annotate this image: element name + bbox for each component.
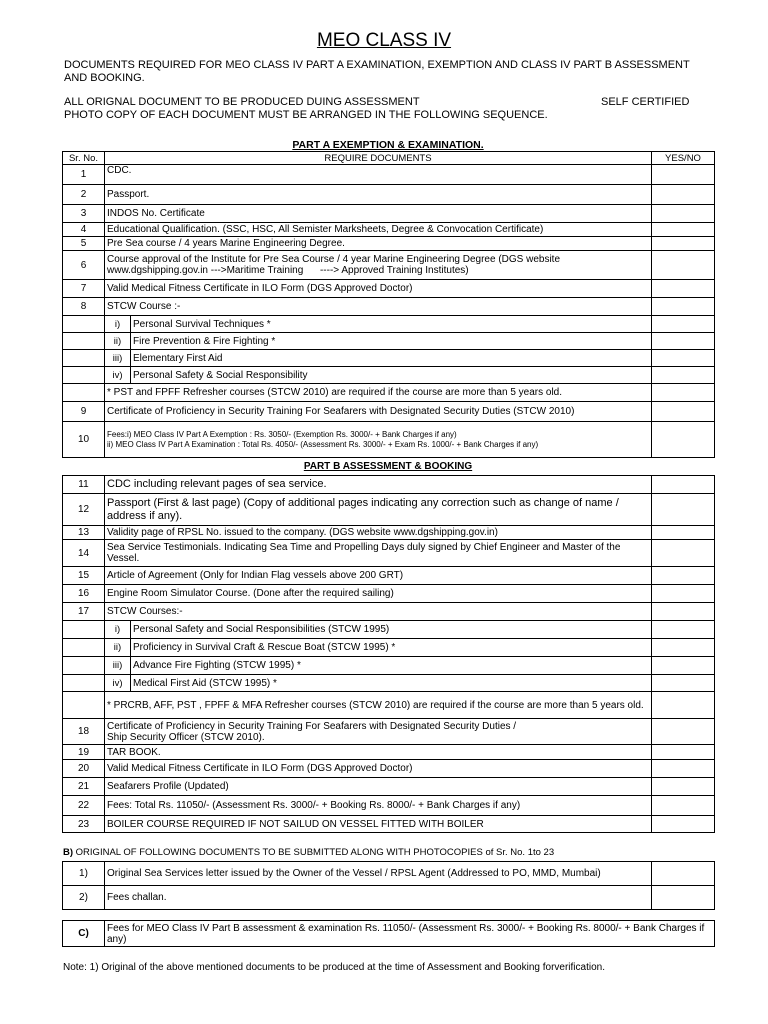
document-line: Ship Security Officer (STCW 2010). xyxy=(107,731,265,743)
document-cell: Sea Service Testimonials. Indicating Sea Time and Propelling Days duly signed by Chief Engineer and Master of the Vessel. xyxy=(105,540,652,567)
document-cell: Original Sea Services letter issued by the Owner of the Vessel / RPSL Agent (Addressed to PO, MMD, Mumbai) xyxy=(105,862,652,886)
part-a-heading: PART A EXEMPTION & EXAMINATION. xyxy=(292,139,484,151)
sr-number: 2 xyxy=(63,185,105,205)
yes-no-cell[interactable] xyxy=(652,422,715,458)
yes-no-cell[interactable] xyxy=(652,298,715,316)
document-cell: Fees: Total Rs. 11050/- (Assessment Rs. 3000/- + Booking Rs. 8000/- + Bank Charges if any) xyxy=(105,796,652,816)
table-row xyxy=(63,585,715,603)
sr-number xyxy=(63,333,105,350)
yes-no-cell[interactable] xyxy=(652,350,715,367)
sr-number: 2) xyxy=(63,886,105,910)
yes-no-cell[interactable] xyxy=(652,494,715,526)
document-cell: Educational Qualification. (SSC, HSC, All Semister Marksheets, Degree & Convocation Certificate) xyxy=(105,223,652,237)
yes-no-cell[interactable] xyxy=(652,333,715,350)
sr-number: 12 xyxy=(63,494,105,526)
page-title: MEO CLASS IV xyxy=(316,30,452,51)
table-row xyxy=(63,333,715,350)
sr-number: 20 xyxy=(63,760,105,778)
table-row xyxy=(63,205,715,223)
yes-no-cell[interactable] xyxy=(652,862,715,886)
yes-no-cell[interactable] xyxy=(652,886,715,910)
table-row xyxy=(63,657,715,675)
yes-no-cell[interactable] xyxy=(652,526,715,540)
intro-line-3: PHOTO COPY OF EACH DOCUMENT MUST BE ARRANGED IN THE FOLLOWING SEQUENCE. xyxy=(64,109,548,121)
sr-number xyxy=(63,350,105,367)
document-cell: Personal Safety & Social Responsibility xyxy=(131,367,652,384)
section-c-label: C) xyxy=(63,921,105,947)
header-documents: REQUIRE DOCUMENTS xyxy=(105,152,652,165)
sr-number: 11 xyxy=(63,476,105,494)
table-row xyxy=(63,237,715,251)
sr-number: 6 xyxy=(63,251,105,280)
document-cell xyxy=(105,251,652,280)
sr-number xyxy=(63,675,105,692)
document-cell: Passport. xyxy=(105,185,652,205)
table-row xyxy=(63,760,715,778)
sub-number: i) xyxy=(105,621,131,639)
table-row xyxy=(63,350,715,367)
document-line: Course approval of the Institute for Pre Sea Course / 4 year Marine Engineering Degree (DGS website xyxy=(107,254,561,265)
table-row xyxy=(63,185,715,205)
sr-number xyxy=(63,621,105,639)
sr-number: 16 xyxy=(63,585,105,603)
sub-number: ii) xyxy=(105,639,131,657)
sr-number xyxy=(63,639,105,657)
document-cell: Fire Prevention & Fire Fighting * xyxy=(131,333,652,350)
sr-number: 7 xyxy=(63,280,105,298)
document-cell xyxy=(105,422,652,458)
table-row xyxy=(63,675,715,692)
document-line: www.dgshipping.gov.in --->Maritime Training ----> Approved Training Institutes) xyxy=(107,265,469,276)
self-certified-label: SELF CERTIFIED xyxy=(601,96,690,108)
document-cell: BOILER COURSE REQUIRED IF NOT SAILUD ON VESSEL FITTED WITH BOILER xyxy=(105,816,652,833)
document-cell: Passport (First & last page) (Copy of additional pages indicating any correction such as change of name / address if any). xyxy=(105,494,652,526)
sr-number: 5 xyxy=(63,237,105,251)
sr-number xyxy=(63,692,105,719)
table-row xyxy=(63,639,715,657)
footer-note: Note: 1) Original of the above mentioned documents to be produced at the time of Assessment and Booking forverification. xyxy=(63,962,605,973)
table-row xyxy=(63,921,715,947)
section-c-table xyxy=(62,920,715,947)
sub-number: ii) xyxy=(105,333,131,350)
refresher-note: * PRCRB, AFF, PST , FPFF & MFA Refresher courses (STCW 2010) are required if the course are more than 5 years old. xyxy=(105,692,652,719)
document-cell: Valid Medical Fitness Certificate in ILO Form (DGS Approved Doctor) xyxy=(105,280,652,298)
document-cell: Personal Safety and Social Responsibilities (STCW 1995) xyxy=(131,621,652,639)
table-row xyxy=(63,298,715,316)
yes-no-cell[interactable] xyxy=(652,223,715,237)
yes-no-cell[interactable] xyxy=(652,692,715,719)
sr-number: 14 xyxy=(63,540,105,567)
document-cell: STCW Courses:- xyxy=(105,603,652,621)
table-row xyxy=(63,280,715,298)
yes-no-cell[interactable] xyxy=(652,316,715,333)
sr-number: 1 xyxy=(63,165,105,185)
yes-no-cell[interactable] xyxy=(652,621,715,639)
yes-no-cell[interactable] xyxy=(652,603,715,621)
table-row xyxy=(63,316,715,333)
yes-no-cell[interactable] xyxy=(652,567,715,585)
yes-no-cell[interactable] xyxy=(652,237,715,251)
part-b-heading: PART B ASSESSMENT & BOOKING xyxy=(303,461,473,472)
document-cell: Certificate of Proficiency in Security Training For Seafarers with Designated Security Duties (STCW 2010) xyxy=(105,402,652,422)
table-row xyxy=(63,540,715,567)
sr-number: 9 xyxy=(63,402,105,422)
part-a-table xyxy=(62,151,715,458)
sr-number xyxy=(63,316,105,333)
document-cell: Proficiency in Survival Craft & Rescue Boat (STCW 1995) * xyxy=(131,639,652,657)
document-cell: CDC including relevant pages of sea service. xyxy=(105,476,652,494)
yes-no-cell[interactable] xyxy=(652,719,715,745)
intro-line-1: DOCUMENTS REQUIRED FOR MEO CLASS IV PART A EXAMINATION, EXEMPTION AND CLASS IV PART B ASSESSMENT AND BOOKING. xyxy=(64,59,690,84)
sr-number: 21 xyxy=(63,778,105,796)
section-c-text: Fees for MEO Class IV Part B assessment & examination Rs. 11050/- (Assessment Rs. 3000/- + Booking Rs. 8000/- + Bank Charges if any) xyxy=(105,921,715,947)
sub-number: iii) xyxy=(105,657,131,675)
table-row xyxy=(63,816,715,833)
table-row xyxy=(63,402,715,422)
section-b-text: ORIGINAL OF FOLLOWING DOCUMENTS TO BE SUBMITTED ALONG WITH PHOTOCOPIES of Sr. No. 1to 23 xyxy=(75,847,555,858)
intro-line-2: ALL ORIGNAL DOCUMENT TO BE PRODUCED DUING ASSESSMENT xyxy=(64,96,420,108)
sr-number xyxy=(63,657,105,675)
section-b-label: B) xyxy=(63,847,74,858)
document-cell: Elementary First Aid xyxy=(131,350,652,367)
table-row xyxy=(63,367,715,384)
document-cell xyxy=(105,719,652,745)
yes-no-cell[interactable] xyxy=(652,675,715,692)
yes-no-cell[interactable] xyxy=(652,367,715,384)
document-cell: Engine Room Simulator Course. (Done after the required sailing) xyxy=(105,585,652,603)
sr-number: 22 xyxy=(63,796,105,816)
yes-no-cell[interactable] xyxy=(652,796,715,816)
yes-no-cell[interactable] xyxy=(652,165,715,185)
yes-no-cell[interactable] xyxy=(652,760,715,778)
yes-no-cell[interactable] xyxy=(652,402,715,422)
sr-number: 18 xyxy=(63,719,105,745)
yes-no-cell[interactable] xyxy=(652,384,715,402)
sub-number: iv) xyxy=(105,367,131,384)
table-row xyxy=(63,692,715,719)
document-cell: Medical First Aid (STCW 1995) * xyxy=(131,675,652,692)
sub-number: i) xyxy=(105,316,131,333)
sr-number: 3 xyxy=(63,205,105,223)
document-cell: Validity page of RPSL No. issued to the company. (DGS website www.dgshipping.gov.in) xyxy=(105,526,652,540)
yes-no-cell[interactable] xyxy=(652,816,715,833)
table-row xyxy=(63,862,715,886)
sub-number: iv) xyxy=(105,675,131,692)
table-row xyxy=(63,567,715,585)
yes-no-cell[interactable] xyxy=(652,657,715,675)
fees-line: Fees:i) MEO Class IV Part A Exemption : Rs. 3050/- (Exemption Rs. 3000/- + Bank Charges if any) xyxy=(107,429,457,439)
yes-no-cell[interactable] xyxy=(652,251,715,280)
document-cell: Advance Fire Fighting (STCW 1995) * xyxy=(131,657,652,675)
table-row xyxy=(63,526,715,540)
document-cell: STCW Course :- xyxy=(105,298,652,316)
sr-number: 13 xyxy=(63,526,105,540)
table-row xyxy=(63,384,715,402)
yes-no-cell[interactable] xyxy=(652,540,715,567)
table-row xyxy=(63,603,715,621)
document-cell: Seafarers Profile (Updated) xyxy=(105,778,652,796)
table-row xyxy=(63,165,715,185)
document-cell: Article of Agreement (Only for Indian Flag vessels above 200 GRT) xyxy=(105,567,652,585)
sr-number: 23 xyxy=(63,816,105,833)
document-line: Certificate of Proficiency in Security Training For Seafarers with Designated Security Duties / xyxy=(107,720,517,732)
table-row xyxy=(63,745,715,760)
yes-no-cell[interactable] xyxy=(652,205,715,223)
sr-number: 10 xyxy=(63,422,105,458)
yes-no-cell[interactable] xyxy=(652,280,715,298)
yes-no-cell[interactable] xyxy=(652,185,715,205)
sr-number xyxy=(63,367,105,384)
refresher-note: * PST and FPFF Refresher courses (STCW 2010) are required if the course are more than 5 years old. xyxy=(105,384,652,402)
yes-no-cell[interactable] xyxy=(652,476,715,494)
table-row xyxy=(63,796,715,816)
sub-number: iii) xyxy=(105,350,131,367)
document-cell: CDC. xyxy=(105,165,652,185)
document-cell: Personal Survival Techniques * xyxy=(131,316,652,333)
sr-number: 4 xyxy=(63,223,105,237)
table-row xyxy=(63,223,715,237)
yes-no-cell[interactable] xyxy=(652,585,715,603)
sr-number: 8 xyxy=(63,298,105,316)
table-row xyxy=(63,719,715,745)
header-sr-no: Sr. No. xyxy=(63,152,105,165)
sr-number xyxy=(63,384,105,402)
document-cell: TAR BOOK. xyxy=(105,745,652,760)
table-row xyxy=(63,251,715,280)
table-header-row xyxy=(63,152,715,165)
document-cell: Valid Medical Fitness Certificate in ILO Form (DGS Approved Doctor) xyxy=(105,760,652,778)
yes-no-cell[interactable] xyxy=(652,745,715,760)
section-b-line xyxy=(63,847,554,858)
document-cell: INDOS No. Certificate xyxy=(105,205,652,223)
yes-no-cell[interactable] xyxy=(652,778,715,796)
header-yes-no: YES/NO xyxy=(652,152,715,165)
table-row xyxy=(63,494,715,526)
sr-number: 1) xyxy=(63,862,105,886)
sr-number: 15 xyxy=(63,567,105,585)
table-row xyxy=(63,621,715,639)
table-row xyxy=(63,422,715,458)
sr-number: 17 xyxy=(63,603,105,621)
fees-line: ii) MEO Class IV Part A Examination : Total Rs. 4050/- (Assessment Rs. 3000/- + Exam Rs. 1000/- + Bank Charges if any) xyxy=(107,439,539,449)
part-b-table xyxy=(62,475,715,833)
yes-no-cell[interactable] xyxy=(652,639,715,657)
table-row xyxy=(63,778,715,796)
section-b-table xyxy=(62,861,715,910)
table-row xyxy=(63,476,715,494)
table-row xyxy=(63,886,715,910)
document-cell: Fees challan. xyxy=(105,886,652,910)
document-cell: Pre Sea course / 4 years Marine Engineering Degree. xyxy=(105,237,652,251)
sr-number: 19 xyxy=(63,745,105,760)
